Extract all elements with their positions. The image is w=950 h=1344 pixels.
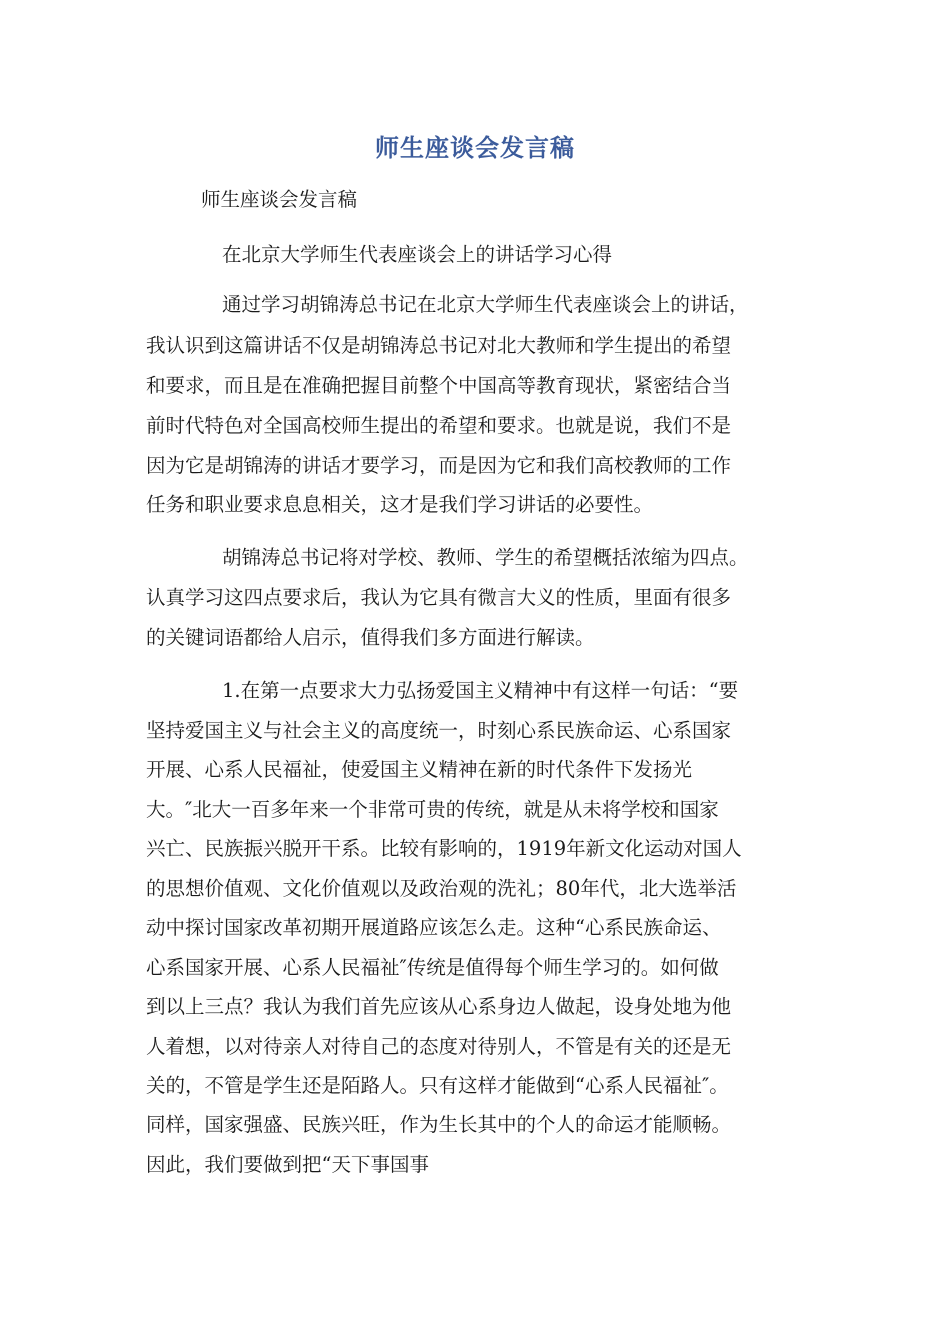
paragraph-3-line-1: 1.在第一点要求大力弘扬爱国主义精神中有这样一句话：“要 (222, 679, 739, 702)
paragraph-2-line-3: 的关键词语都给人启示，值得我们多方面进行解读。 (146, 626, 595, 649)
paragraph-3-line-11: 关的，不管是学生还是陌路人。只有这样才能做到“心系人民福祉″。 (146, 1074, 729, 1097)
paragraph-3-line-9: 到以上三点？我认为我们首先应该从心系身边人做起，设身处地为他 (146, 995, 732, 1018)
paragraph-2-line-2: 认真学习这四点要求后，我认为它具有微言大义的性质，里面有很多 (146, 586, 732, 609)
paragraph-3-line-13: 因此，我们要做到把“天下事国事 (146, 1153, 429, 1176)
paragraph-3-line-6: 的思想价值观、文化价值观以及政治观的洗礼；80年代，北大选举活 (146, 877, 737, 900)
paragraph-2-line-1: 胡锦涛总书记将对学校、教师、学生的希望概括浓缩为四点。 (222, 546, 749, 569)
paragraph-1-line-3: 和要求，而且是在准确把握目前整个中国高等教育现状，紧密结合当 (146, 374, 732, 397)
paragraph-1-line-5: 因为它是胡锦涛的讲话才要学习，而是因为它和我们高校教师的工作 (146, 454, 732, 477)
paragraph-3-line-4: 大。″北大一百多年来一个非常可贵的传统，就是从未将学校和国家 (146, 798, 719, 821)
paragraph-3-line-3: 开展、心系人民福祉，使爱国主义精神在新的时代条件下发扬光 (146, 758, 693, 781)
paragraph-3-line-7: 动中探讨国家改革初期开展道路应该怎么走。这种“心系民族命运、 (146, 916, 722, 939)
paragraph-1-line-2: 我认识到这篇讲话不仅是胡锦涛总书记对北大教师和学生提出的希望 (146, 334, 732, 357)
subtitle-line: 师生座谈会发言稿 (201, 188, 358, 211)
paragraph-1-line-1: 通过学习胡锦涛总书记在北京大学师生代表座谈会上的讲话， (222, 293, 749, 316)
paragraph-3-line-12: 同样，国家强盛、民族兴旺，作为生长其中的个人的命运才能顺畅。 (146, 1113, 732, 1136)
paragraph-1-line-4: 前时代特色对全国高校师生提出的希望和要求。也就是说，我们不是 (146, 414, 732, 437)
document-title: 师生座谈会发言稿 (375, 134, 575, 162)
paragraph-3-line-8: 心系国家开展、心系人民福祉″传统是值得每个师生学习的。如何做 (146, 956, 719, 979)
paragraph-3-line-10: 人着想，以对待亲人对待自己的态度对待别人，不管是有关的还是无 (146, 1035, 732, 1058)
section-heading: 在北京大学师生代表座谈会上的讲话学习心得 (222, 243, 613, 266)
paragraph-1-line-6: 任务和职业要求息息相关，这才是我们学习讲话的必要性。 (146, 493, 654, 516)
paragraph-3-line-2: 坚持爱国主义与社会主义的高度统一，时刻心系民族命运、心系国家 (146, 719, 732, 742)
paragraph-3-line-5: 兴亡、民族振兴脱开干系。比较有影响的，1919年新文化运动对国人 (146, 837, 742, 860)
